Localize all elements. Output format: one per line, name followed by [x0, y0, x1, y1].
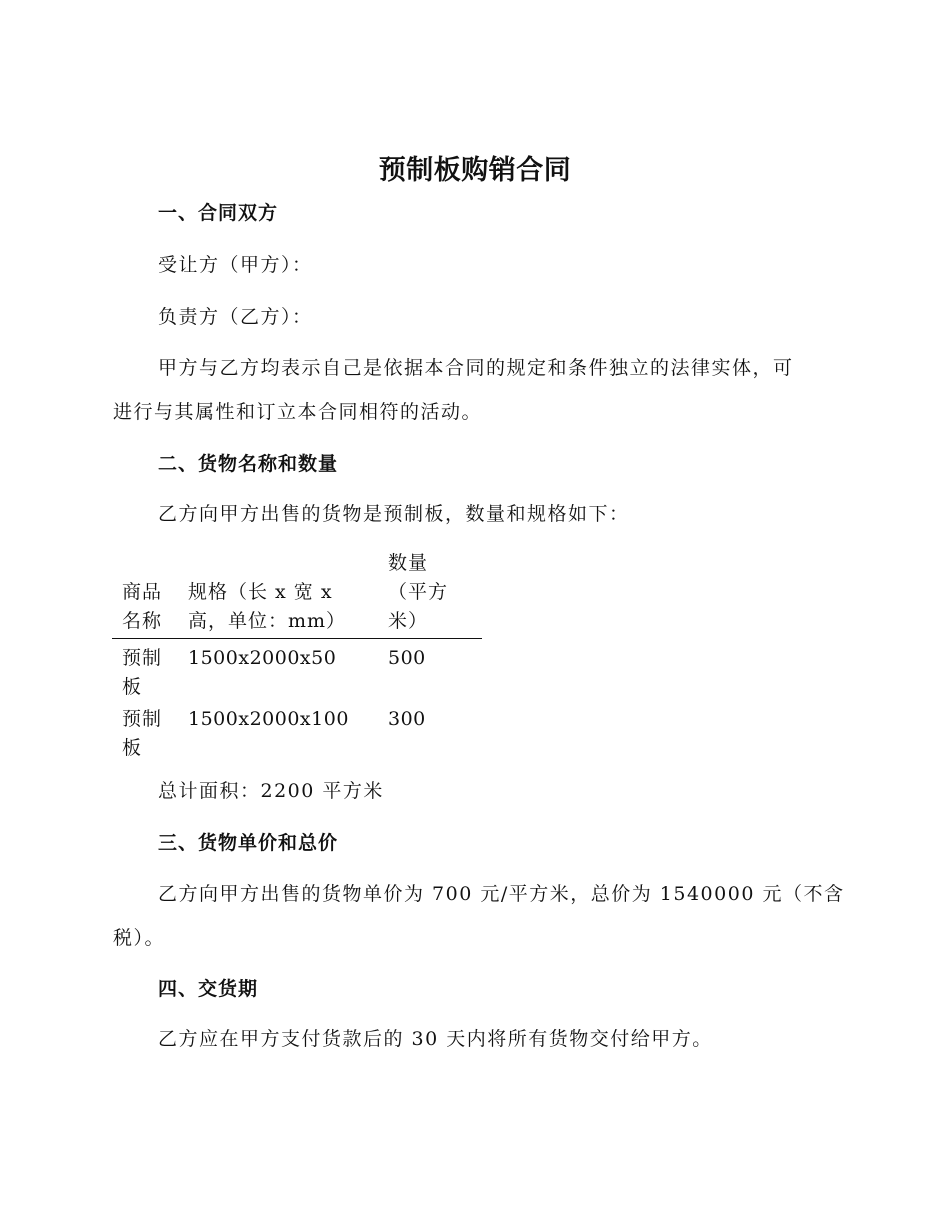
delivery-paragraph: 乙方应在甲方支付货款后的 30 天内将所有货物交付给甲方。	[158, 1028, 713, 1050]
price-paragraph-line2: 税）。	[113, 927, 166, 949]
goods-intro-paragraph: 乙方向甲方出售的货物是预制板，数量和规格如下：	[158, 503, 630, 525]
goods-spec-table	[112, 548, 482, 761]
table-header-quantity: 数量（平方米）	[388, 552, 449, 632]
table-row	[112, 639, 482, 700]
table-row	[112, 700, 482, 761]
table-header-row	[112, 548, 482, 639]
table-cell-product: 预制板	[122, 708, 163, 759]
total-area-line: 总计面积：2200 平方米	[158, 780, 384, 802]
section-heading-goods: 二、货物名称和数量	[158, 453, 339, 475]
table-header-spec: 规格（长 x 宽 x 高，单位：mm）	[188, 581, 347, 632]
section-heading-delivery: 四、交货期	[158, 978, 259, 1000]
table-header-product-name: 商品名称	[122, 581, 163, 632]
legal-entity-paragraph-line2: 进行与其属性和订立本合同相符的活动。	[113, 401, 483, 423]
document-title: 预制板购销合同	[378, 155, 572, 186]
table-cell-spec: 1500x2000x100	[188, 708, 349, 730]
section-heading-price: 三、货物单价和总价	[158, 832, 339, 854]
party-a-line: 受让方（甲方）：	[158, 254, 313, 276]
table-cell-product: 预制板	[122, 647, 163, 698]
table-cell-quantity: 300	[388, 708, 426, 730]
price-paragraph-line1: 乙方向甲方出售的货物单价为 700 元/平方米，总价为 1540000 元（不含	[158, 883, 845, 905]
party-b-line: 负责方（乙方）：	[158, 306, 313, 328]
section-heading-parties: 一、合同双方	[158, 202, 279, 224]
legal-entity-paragraph-line1: 甲方与乙方均表示自己是依据本合同的规定和条件独立的法律实体，可	[158, 357, 794, 379]
table-cell-quantity: 500	[388, 647, 426, 669]
table-cell-spec: 1500x2000x50	[188, 647, 337, 669]
